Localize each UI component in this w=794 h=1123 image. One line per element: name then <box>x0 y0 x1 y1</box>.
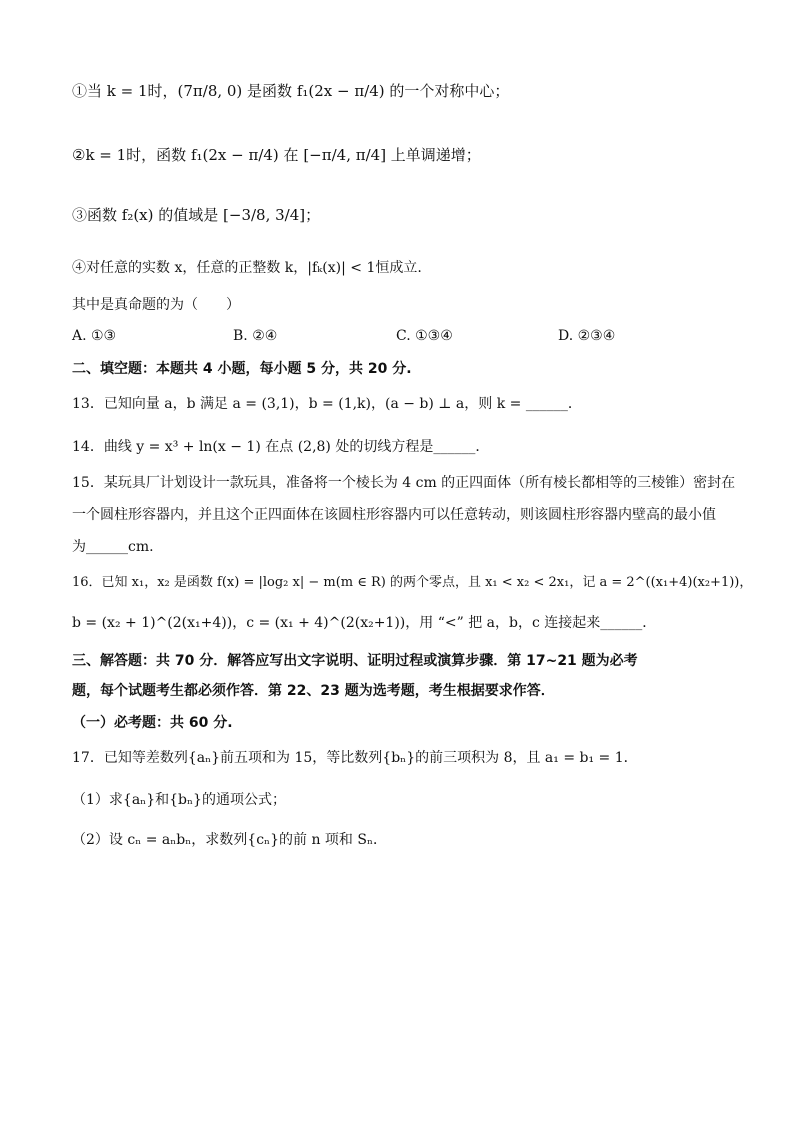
statement-2: ②k = 1时，函数 f₁(2x − π/4) 在 [−π/4, π/4] 上单调递增； <box>72 146 481 164</box>
statement-4: ④对任意的实数 x，任意的正整数 k，|fₖ(x)| < 1恒成立. <box>72 260 422 276</box>
question-15-line-2: 一个圆柱形容器内，并且这个正四面体在该圆柱形容器内可以任意转动，则该圆柱形容器内壁高的最小值 <box>72 507 716 523</box>
question-prompt: 其中是真命题的为（ ） <box>72 297 240 313</box>
option-a: A. ①③ <box>72 328 117 344</box>
section-2-title: 二、填空题：本题共 4 小题，每小题 5 分，共 20 分. <box>72 361 412 377</box>
question-14: 14．曲线 y = x³ + ln(x − 1) 在点 (2,8) 处的切线方程是______． <box>72 439 490 455</box>
question-15-line-1: 15．某玩具厂计划设计一款玩具，准备将一个棱长为 4 cm 的正四面体（所有棱长都相等的三棱锥）密封在 <box>72 475 736 491</box>
question-13: 13．已知向量 a，b 满足 a = (3,1)，b = (1,k)，(a − b) ⊥ a，则 k = ______． <box>72 396 582 412</box>
question-16-line-2: b = (x₂ + 1)^(2(x₁+4))，c = (x₁ + 4)^(2(x₂+1))，用 “<” 把 a，b，c 连接起来______． <box>72 615 657 631</box>
question-16-line-1: 16．已知 x₁，x₂ 是函数 f(x) = |log₂ x| − m(m ∈ R) 的两个零点，且 x₁ < x₂ < 2x₁，记 a = 2^((x₁+4)(x₂+1))， <box>72 575 753 590</box>
section-3-title-line-1: 三、解答题：共 70 分．解答应写出文字说明、证明过程或演算步骤．第 17~21 题为必考 <box>72 653 638 669</box>
section-3-title-line-2: 题，每个试题考生都必须作答．第 22、23 题为选考题，考生根据要求作答． <box>72 683 555 699</box>
section-3-subtitle: （一）必考题：共 60 分. <box>72 715 233 731</box>
option-d: D. ②③④ <box>558 328 616 344</box>
question-17-part-2: （2）设 cₙ = aₙbₙ，求数列{cₙ}的前 n 项和 Sₙ． <box>72 832 388 848</box>
question-17-part-1: （1）求{aₙ}和{bₙ}的通项公式； <box>72 792 286 808</box>
statement-1: ①当 k = 1时，(7π/8, 0) 是函数 f₁(2x − π/4) 的一个对称中心； <box>72 82 510 100</box>
option-c: C. ①③④ <box>396 328 453 344</box>
question-17: 17．已知等差数列{aₙ}前五项和为 15，等比数列{bₙ}的前三项积为 8，且 a₁ = b₁ = 1． <box>72 750 638 766</box>
statement-3: ③函数 f₂(x) 的值域是 [−3/8, 3/4]； <box>72 206 321 224</box>
option-b: B. ②④ <box>233 328 278 344</box>
question-15-line-3: 为______cm. <box>72 539 154 555</box>
